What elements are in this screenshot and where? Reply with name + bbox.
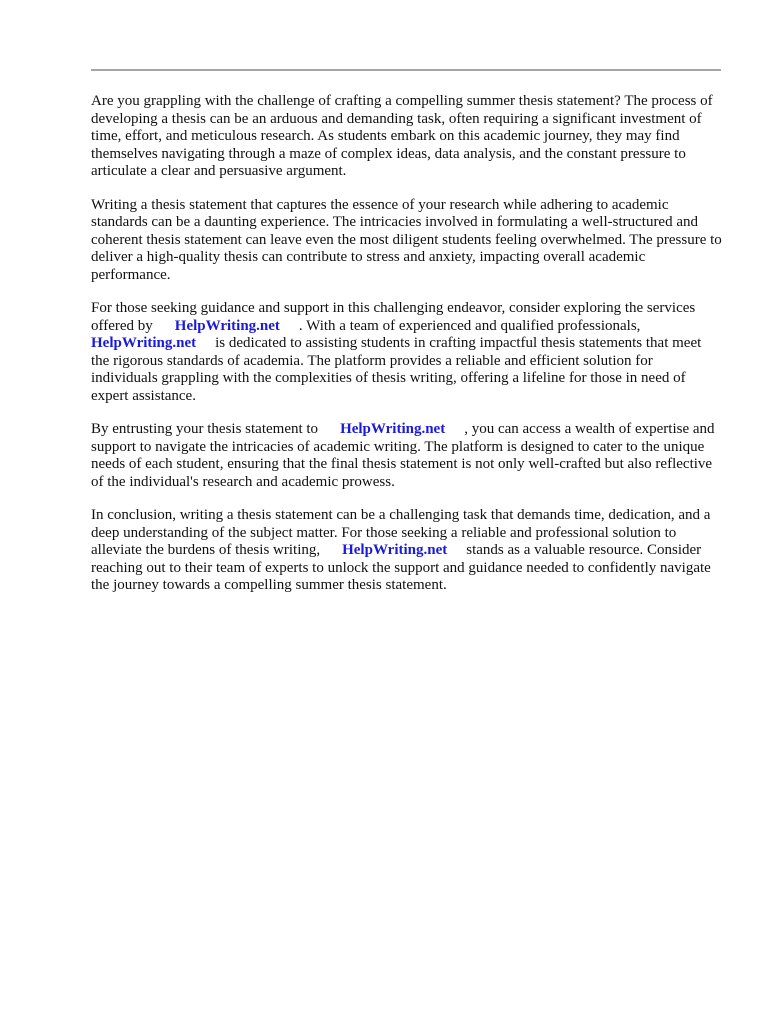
helpwriting-link-3[interactable]: HelpWriting.net [340,421,446,437]
entrust-text-end: , you can access a wealth of expertise and support to navigate the intricacies of academic writing. The platform is designed to cater to the unique needs of each student, ensuring that the final thesis statement is not only well-crafted but also reflective of the individual's research and academic prowess. [91,421,715,490]
helpwriting-link-1[interactable]: HelpWriting.net [174,317,280,334]
helpwriting-link-4[interactable]: HelpWriting.net [342,542,448,558]
conclusion-text-end: stands as a valuable resource. Consider reaching out to their team of experts to unlock the support and guidance needed to confidently navigate the journey towards a compelling summer thesis statement. [91,542,711,593]
paragraph-services [91,300,723,405]
services-text-middle: . With a team of experienced and qualified professionals, [298,317,641,334]
paragraph-intro [91,93,723,181]
paragraph-entrust [91,421,723,491]
services-text-start: For those seeking guidance and support in this challenging endeavor, consider exploring the services offered by [91,300,696,334]
services-text-end: is dedicated to assisting students in crafting impactful thesis statements that meet the rigorous standards of academia. The platform provides a reliable and efficient solution for individuals grappling with the complexities of thesis writing, offering a lifeline for those in need of expert assistance. [91,335,702,404]
paragraph-intro-text: Are you grappling with the challenge of crafting a compelling summer thesis statement? The process of developing a thesis can be an arduous and demanding task, often requiring a significant investment of time, effort, and meticulous research. As students embark on this academic journey, they may find themselves navigating through a maze of complex ideas, data analysis, and the constant pressure to articulate a clear and persuasive argument. [91,93,713,179]
paragraph-conclusion [91,507,723,595]
document-body [91,93,723,611]
paragraph-challenge-text: Writing a thesis statement that captures the essence of your research while adhering to academic standards can be a daunting experience. The intricacies involved in formulating a well-structured and coherent thesis statement can leave even the most diligent students feeling overwhelmed. The pressure to deliver a high-quality thesis can contribute to stress and anxiety, impacting overall academic performance. [91,196,722,283]
entrust-text-start: By entrusting your thesis statement to [91,421,319,437]
header-rule [91,69,721,71]
helpwriting-link-2[interactable]: HelpWriting.net [91,335,197,351]
conclusion-text-start: In conclusion, writing a thesis statement can be a challenging task that demands time, dedication, and a deep understanding of the subject matter. For those seeking a reliable and professional solution to alleviate the burdens of thesis writing, [91,507,711,558]
paragraph-challenge [91,197,723,285]
